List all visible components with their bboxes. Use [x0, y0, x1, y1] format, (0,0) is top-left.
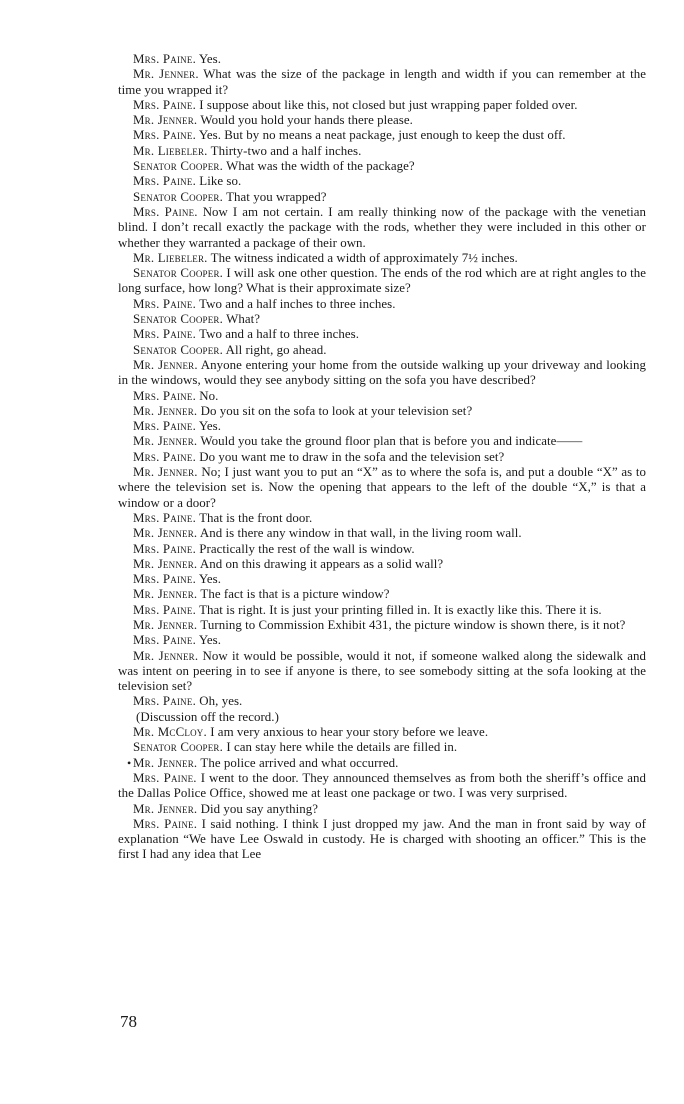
transcript-paragraph: [118, 266, 646, 297]
speaker-name: Mrs. Paine.: [133, 128, 197, 143]
transcript-paragraph: [118, 419, 646, 434]
speech-text: What?: [226, 312, 260, 327]
speech-text: Yes.: [198, 633, 221, 648]
speaker-name: Senator Cooper.: [133, 266, 224, 281]
speech-text: I said nothing. I think I just dropped my jaw. And the man in front said by way of explanation “We have Lee Oswald in custody. He is charged with shooting an officer.” This is the first I had any idea that Lee: [118, 816, 646, 862]
speech-text: The witness indicated a width of approximately 7½ inches.: [210, 250, 518, 265]
transcript-paragraph: [118, 740, 646, 755]
speaker-name: Mrs. Paine.: [133, 419, 197, 434]
transcript-paragraph: [118, 756, 646, 771]
speaker-name: Mr. Jenner.: [133, 434, 198, 449]
transcript-paragraph: [118, 802, 646, 817]
speaker-name: Mrs. Paine.: [133, 204, 198, 219]
speaker-name: Mrs. Paine.: [133, 816, 198, 831]
speaker-name: Mr. Jenner.: [133, 801, 198, 816]
speech-text: All right, go ahead.: [225, 342, 327, 357]
speaker-name: Mr. Jenner.: [133, 113, 198, 128]
transcript-paragraph: [118, 587, 646, 602]
speaker-name: Mr. Liebeler.: [133, 250, 208, 265]
speaker-name: Mr. Jenner.: [133, 755, 198, 770]
speaker-name: Mr. Jenner.: [133, 67, 199, 82]
transcript-paragraph: [118, 710, 646, 725]
speaker-name: Mrs. Paine.: [133, 633, 197, 648]
transcript-paragraph: [118, 159, 646, 174]
bullet-mark: •: [127, 755, 132, 770]
speech-text: Would you hold your hands there please.: [200, 113, 413, 128]
speech-text: That is the front door.: [199, 510, 313, 525]
transcript-paragraph: [118, 633, 646, 648]
speaker-name: Mrs. Paine.: [133, 296, 197, 311]
transcript-paragraph: [118, 557, 646, 572]
speaker-name: Mrs. Paine.: [133, 694, 197, 709]
speaker-name: Mrs. Paine.: [133, 97, 197, 112]
speaker-name: Mr. Jenner.: [133, 357, 198, 372]
speaker-name: Mr. Jenner.: [133, 587, 198, 602]
speech-text: The police arrived and what occurred.: [200, 755, 399, 770]
speaker-name: Senator Cooper.: [133, 159, 224, 174]
transcript-paragraph: [118, 649, 646, 695]
speaker-name: Senator Cooper.: [133, 189, 224, 204]
transcript-paragraph: [118, 128, 646, 143]
speaker-name: Mr. Jenner.: [133, 617, 198, 632]
speaker-name: Mrs. Paine.: [133, 174, 197, 189]
speaker-name: Mr. Jenner.: [133, 465, 198, 480]
speech-text: Two and a half to three inches.: [199, 327, 359, 342]
transcript-paragraph: [118, 434, 646, 449]
speaker-name: Mrs. Paine.: [133, 572, 197, 587]
speech-text: Like so.: [199, 174, 242, 189]
speaker-name: Mrs. Paine.: [133, 327, 197, 342]
speech-text: I went to the door. They announced themselves as from both the sheriff’s office and the Dallas Police Office, showed me at least one package or two. I was very surprised.: [118, 770, 646, 801]
transcript-paragraph: [118, 174, 646, 189]
speech-text: No.: [199, 388, 219, 403]
speech-text: Do you sit on the sofa to look at your television set?: [200, 403, 473, 418]
transcript-paragraph: [118, 113, 646, 128]
transcript-paragraph: [118, 190, 646, 205]
speech-text: Anyone entering your home from the outside walking up your driveway and looking in the windows, would they see anybody sitting on the sofa you have described?: [118, 357, 646, 388]
transcript-paragraph: [118, 343, 646, 358]
speaker-name: Mr. Jenner.: [133, 648, 199, 663]
transcript-paragraph: [118, 52, 646, 67]
transcript-paragraph: [118, 771, 646, 802]
speaker-name: Mr. Liebeler.: [133, 143, 208, 158]
speech-text: And on this drawing it appears as a solid wall?: [199, 556, 444, 571]
speech-text: No; I just want you to put an “X” as to where the sofa is, and put a double “X” as to where the television set is. Now the opening that appears to the left of the double “X,” is that a window or a door?: [118, 465, 646, 510]
speech-text: (Discussion off the record.): [136, 709, 279, 724]
transcript-body: [118, 52, 646, 863]
speaker-name: Mr. Jenner.: [133, 403, 198, 418]
speaker-name: Mrs. Paine.: [133, 770, 197, 785]
transcript-paragraph: [118, 144, 646, 159]
speech-text: Now I am not certain. I am really thinking now of the package with the venetian blind. I don’t recall exactly the package with the rods, whether they were included in this other or whether they warranted a package of their own.: [118, 204, 646, 250]
speech-text: Would you take the ground floor plan that is before you and indicate——: [200, 434, 583, 449]
speech-text: Practically the rest of the wall is window.: [199, 541, 415, 556]
speech-text: What was the width of the package?: [226, 159, 415, 174]
speech-text: I can stay here while the details are filled in.: [226, 740, 458, 755]
speech-text: That you wrapped?: [226, 189, 327, 204]
speech-text: Yes.: [198, 572, 221, 587]
transcript-paragraph: [118, 327, 646, 342]
speech-text: The fact is that is a picture window?: [200, 587, 390, 602]
speaker-name: Mrs. Paine.: [133, 52, 197, 66]
speech-text: Oh, yes.: [199, 694, 243, 709]
speaker-name: Mrs. Paine.: [133, 449, 197, 464]
speaker-name: Mr. Jenner.: [133, 556, 198, 571]
transcript-paragraph: [118, 618, 646, 633]
speaker-name: Mrs. Paine.: [133, 388, 197, 403]
speaker-name: Mrs. Paine.: [133, 510, 197, 525]
transcript-paragraph: [118, 205, 646, 251]
transcript-paragraph: [118, 511, 646, 526]
speech-text: I will ask one other question. The ends of the rod which are at right angles to the long surface, how long? What is their approximate size?: [118, 266, 647, 296]
speech-text: I suppose about like this, not closed but just wrapping paper folded over.: [199, 97, 578, 112]
speech-text: Two and a half inches to three inches.: [199, 296, 396, 311]
speech-text: Yes. But by no means a neat package, just enough to keep the dust off.: [198, 128, 566, 143]
transcript-paragraph: [118, 725, 646, 740]
speech-text: And is there any window in that wall, in the living room wall.: [199, 526, 522, 541]
speech-text: Thirty-two and a half inches.: [210, 143, 362, 158]
speaker-name: Senator Cooper.: [133, 342, 224, 357]
transcript-paragraph: [118, 251, 646, 266]
transcript-paragraph: [118, 389, 646, 404]
speaker-name: Mrs. Paine.: [133, 541, 197, 556]
speaker-name: Mr. McCloy.: [133, 725, 207, 740]
speaker-name: Senator Cooper.: [133, 312, 224, 327]
transcript-paragraph: [118, 603, 646, 618]
speech-text: Turning to Commission Exhibit 431, the picture window is shown there, is it not?: [200, 617, 626, 632]
transcript-paragraph: [118, 358, 646, 389]
speech-text: Yes.: [198, 419, 221, 434]
speaker-name: Mr. Jenner.: [133, 526, 198, 541]
transcript-paragraph: [118, 572, 646, 587]
transcript-paragraph: [118, 67, 646, 98]
transcript-paragraph: [118, 465, 646, 511]
speech-text: Yes.: [198, 52, 221, 66]
speech-text: Did you say anything?: [200, 801, 319, 816]
speech-text: Now it would be possible, would it not, if someone walked along the sidewalk and was intent on peering in to see if anyone is there, to see somebody sitting at the sofa looking at the television set?: [118, 648, 646, 694]
transcript-paragraph: [118, 450, 646, 465]
speech-text: What was the size of the package in length and width if you can remember at the time you wrapped it?: [118, 67, 647, 97]
transcript-paragraph: [118, 694, 646, 709]
speech-text: Do you want me to draw in the sofa and the television set?: [199, 449, 505, 464]
transcript-paragraph: [118, 404, 646, 419]
transcript-paragraph: [118, 98, 646, 113]
speaker-name: Senator Cooper.: [133, 740, 224, 755]
transcript-paragraph: [118, 297, 646, 312]
page-number: 78: [120, 1012, 137, 1031]
transcript-paragraph: [118, 312, 646, 327]
transcript-paragraph: [118, 817, 646, 863]
speech-text: That is right. It is just your printing filled in. It is exactly like this. There it is.: [199, 602, 602, 617]
speaker-name: Mrs. Paine.: [133, 602, 197, 617]
transcript-paragraph: [118, 542, 646, 557]
speech-text: I am very anxious to hear your story before we leave.: [210, 725, 489, 740]
transcript-paragraph: [118, 526, 646, 541]
